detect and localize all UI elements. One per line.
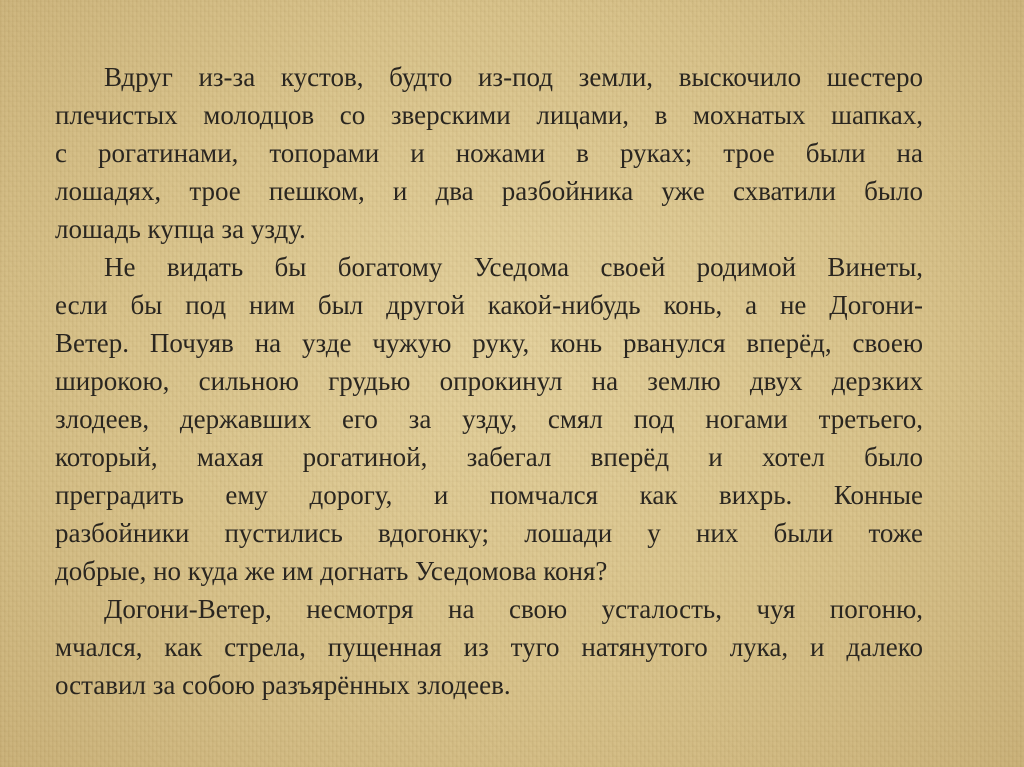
text-line: разбойники пустились вдогонку; лошади у них были тоже	[55, 518, 923, 548]
story-text	[55, 58, 923, 704]
text-line: лошадях, трое пешком, и два разбойника уже схватили было	[55, 176, 923, 206]
text-line: оставил за собою разъярённых злодеев.	[55, 670, 511, 700]
text-line: Вдруг из-за кустов, будто из-под земли, выскочило шестеро	[104, 62, 923, 92]
paragraph-1	[55, 58, 923, 248]
text-line: плечистых молодцов со зверскими лицами, в мохнатых шапках,	[55, 100, 923, 130]
paragraph-3	[55, 590, 923, 704]
text-line: Не видать бы богатому Уседома своей родимой Винеты,	[104, 252, 923, 282]
text-line: злодеев, державших его за узду, смял под ногами третьего,	[55, 404, 923, 434]
text-line: с рогатинами, топорами и ножами в руках; трое были на	[55, 138, 923, 168]
text-line: преградить ему дорогу, и помчался как вихрь. Конные	[55, 480, 923, 510]
paragraph-2	[55, 248, 923, 590]
text-line: добрые, но куда же им догнать Уседомова коня?	[55, 556, 608, 586]
text-line: лошадь купца за узду.	[55, 214, 306, 244]
text-line: который, махая рогатиной, забегал вперёд и хотел было	[55, 442, 923, 472]
text-line: если бы под ним был другой какой-нибудь конь, а не Догони-	[55, 290, 923, 320]
text-line: Ветер. Почуяв на узде чужую руку, конь рванулся вперёд, своею	[55, 328, 923, 358]
text-line: широкою, сильною грудью опрокинул на землю двух дерзких	[55, 366, 923, 396]
text-line: Догони-Ветер, несмотря на свою усталость, чуя погоню,	[104, 594, 923, 624]
text-line: мчался, как стрела, пущенная из туго натянутого лука, и далеко	[55, 632, 923, 662]
